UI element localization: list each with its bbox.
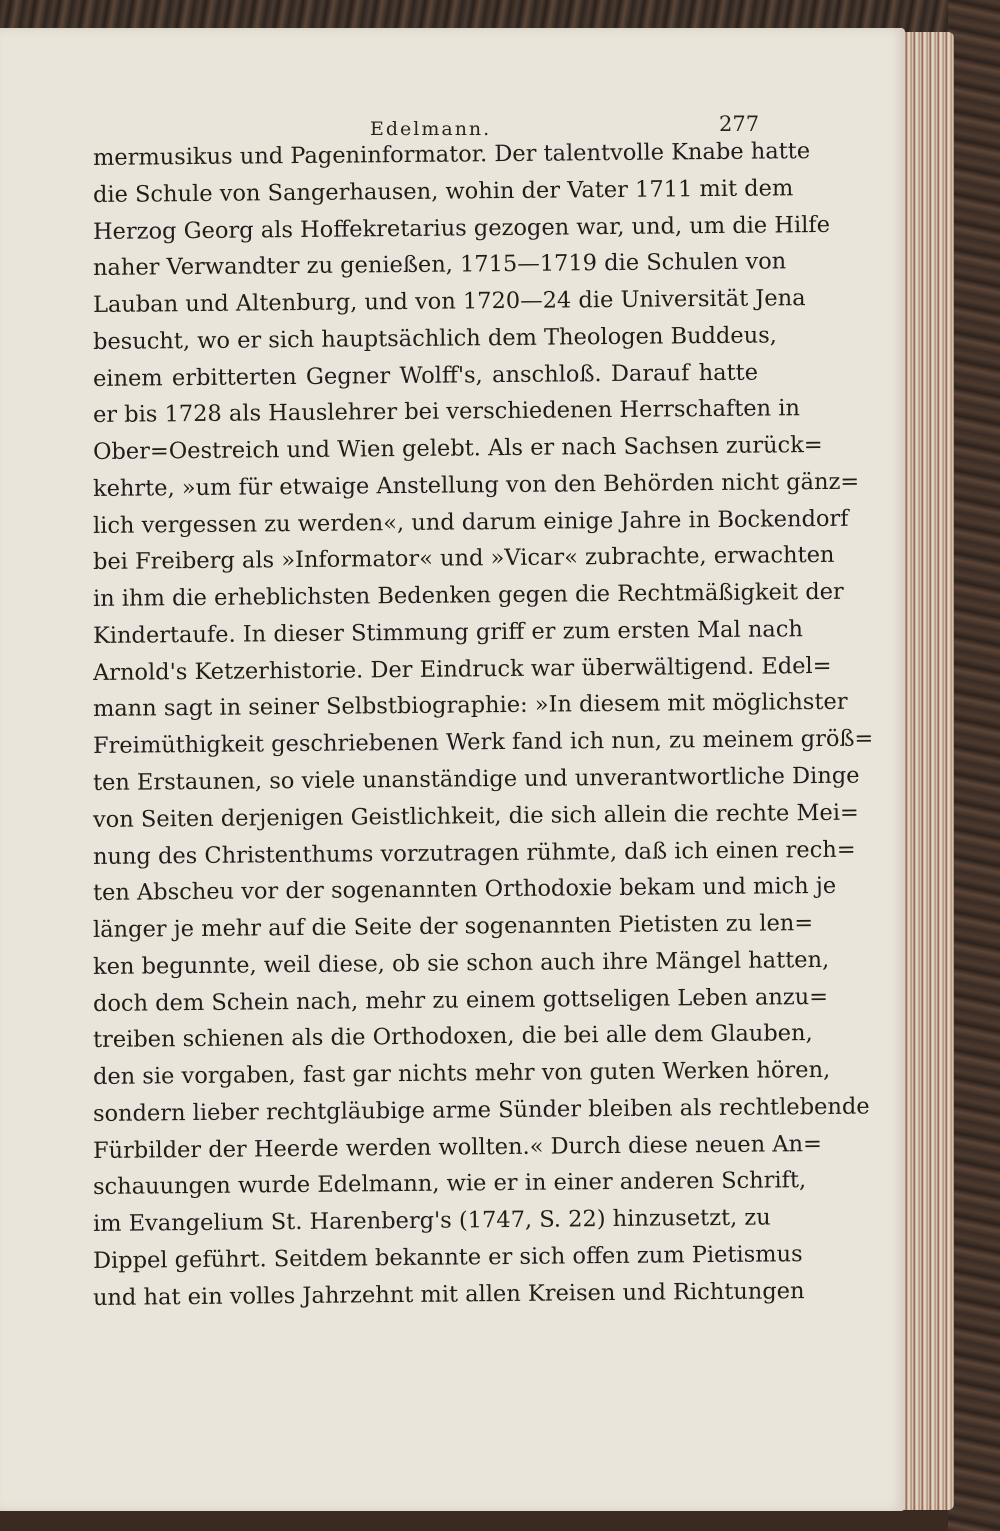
text-line: in ihm die erheblichsten Bedenken gegen die Rechtmäßigkeit der: [92, 578, 844, 613]
text-line: ken begunnte, weil diese, ob sie schon auch ihre Mängel hatten,: [92, 946, 830, 980]
text-line: doch dem Schein nach, mehr zu einem gottseligen Leben anzu=: [92, 983, 829, 1017]
text-line: Arnold's Ketzerhistorie. Der Eindruck war überwältigend. Edel=: [92, 652, 832, 686]
text-line: länger je mehr auf die Seite der sogenannten Pietisten zu len=: [92, 910, 814, 944]
text-line: Lauban und Altenburg, und von 1720—24 die Universität Jena: [92, 285, 806, 319]
text-line: Ober=Oestreich und Wien gelebt. Als er nach Sachsen zurück=: [92, 432, 823, 466]
text-line: einem erbitterten Gegner Wolff's, anschloß. Darauf hatte: [92, 359, 759, 392]
text-line: Herzog Georg als Hoffekretarius gezogen war, und, um die Hilfe: [92, 211, 831, 245]
page-number: 277: [719, 112, 760, 136]
text-line: ten Abscheu vor der sogenannten Orthodoxie bekam und mich je: [92, 873, 837, 907]
text-line: Freimüthigkeit geschriebenen Werk fand ich nun, zu meinem größ=: [92, 725, 874, 760]
text-line: kehrte, »um für etwaige Anstellung von den Behörden nicht gänz=: [92, 468, 860, 502]
text-line: Dippel geführt. Seitdem bekannte er sich offen zum Pietismus: [92, 1241, 803, 1274]
text-line: mann sagt in seiner Selbstbiographie: »In diesem mit möglichster: [92, 689, 848, 723]
text-line: von Seiten derjenigen Geistlichkeit, die sich allein die rechte Mei=: [92, 799, 859, 833]
text-line: Kindertaufe. In dieser Stimmung griff er zum ersten Mal nach: [92, 616, 803, 649]
text-line: ten Erstaunen, so viele unanständige und unverantwortliche Dinge: [92, 762, 860, 797]
text-line: den sie vorgaben, fast gar nichts mehr von guten Werken hören,: [92, 1057, 831, 1091]
text-line: lich vergessen zu werden«, und darum einige Jahre in Bockendorf: [92, 505, 849, 539]
text-line: Fürbilder der Heerde werden wollten.« Durch diese neuen An=: [92, 1130, 822, 1164]
text-line: bei Freiberg als »Informator« und »Vicar« zubrachte, erwachten: [92, 542, 835, 576]
running-head-title: Edelmann.: [370, 118, 492, 140]
text-line: naher Verwandter zu genießen, 1715—1719 die Schulen von: [92, 248, 787, 282]
text-line: die Schule von Sangerhausen, wohin der Vater 1711 mit dem: [92, 175, 794, 208]
text-line: schauungen wurde Edelmann, wie er in einer anderen Schrift,: [92, 1167, 807, 1201]
text-line: sondern lieber rechtgläubige arme Sünder bleiben als rechtlebende: [92, 1093, 870, 1127]
body-text: [92, 138, 874, 1317]
text-line: nung des Christenthums vorzutragen rühmte, daß ich einen rech=: [92, 836, 856, 870]
text-line: und hat ein volles Jahrzehnt mit allen Kreisen und Richtungen: [92, 1277, 805, 1311]
text-line: mermusikus und Pageninformator. Der talentvolle Knabe hatte: [92, 138, 811, 171]
text-line: besucht, wo er sich hauptsächlich dem Theologen Buddeus,: [92, 322, 777, 355]
text-line: im Evangelium St. Harenberg's (1747, S. 22) hinzusetzt, zu: [92, 1204, 771, 1238]
text-line: treiben schienen als die Orthodoxen, die bei alle dem Glauben,: [92, 1020, 813, 1054]
text-line: er bis 1728 als Hauslehrer bei verschiedenen Herrschaften in: [92, 395, 801, 429]
book-cover-right: [948, 0, 1000, 1531]
